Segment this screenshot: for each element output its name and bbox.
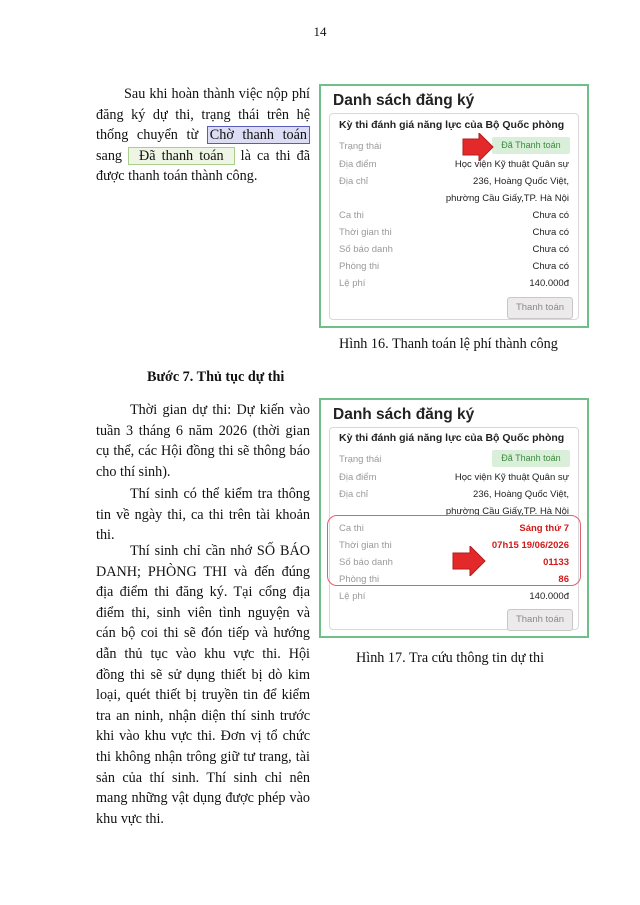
label-status: Trạng thái (339, 454, 382, 465)
value-shift: Sáng thứ 7 (519, 523, 569, 534)
figure16-caption: Hình 16. Thanh toán lệ phí thành công (339, 336, 558, 352)
label-location: Địa điểm (339, 472, 377, 483)
paragraph-exam-time: Thời gian dự thi: Dự kiến vào tuần 3 tháng 6 năm 2026 (thời gian cụ thể, các Hội đồng thi sẽ thông báo cho thí sinh). (96, 402, 310, 480)
para1-after: là ca thi đã được thanh toán thành công. (96, 147, 310, 185)
value-fee: 140.000đ (529, 591, 569, 602)
value-address-line1: 236, Hoàng Quốc Việt, (473, 176, 569, 187)
value-address-line1: 236, Hoàng Quốc Việt, (473, 489, 569, 500)
registration-card-fig16 (319, 84, 589, 328)
value-address-line2: phường Cầu Giấy,TP. Hà Nội (445, 193, 569, 204)
label-shift: Ca thi (339, 210, 364, 221)
para1-middle: sang (96, 147, 129, 164)
label-fee: Lệ phí (339, 278, 366, 289)
status-badge: Đã Thanh toán (492, 137, 570, 154)
value-room: Chưa có (532, 261, 569, 272)
registration-card-fig17 (319, 398, 589, 638)
label-fee: Lệ phí (339, 591, 366, 602)
pay-button[interactable]: Thanh toán (507, 297, 573, 319)
label-room: Phòng thi (339, 261, 380, 272)
card-title: Danh sách đăng ký (333, 406, 475, 423)
card-subtitle: Kỳ thi đánh giá năng lực của Bộ Quốc phòng (339, 432, 565, 444)
paragraph-check-info: Thí sinh có thể kiểm tra thông tin về ngày thi, ca thi trên tài khoản thi. (96, 486, 310, 544)
value-shift: Chưa có (532, 210, 569, 221)
status-paid-highlight: Đã thanh toán (128, 147, 235, 165)
figure17-caption: Hình 17. Tra cứu thông tin dự thi (356, 650, 545, 666)
value-candidate-number: 01133 (543, 557, 569, 568)
value-candidate-number: Chưa có (532, 244, 569, 255)
paragraph-payment-status (96, 84, 310, 187)
status-pending-highlight: Chờ thanh toán (207, 126, 310, 144)
card-title: Danh sách đăng ký (333, 92, 475, 109)
label-candidate-number: Số báo danh (339, 557, 393, 568)
label-location: Địa điểm (339, 159, 377, 170)
pay-button[interactable]: Thanh toán (507, 609, 573, 631)
value-exam-time: 07h15 19/06/2026 (491, 540, 569, 551)
status-badge: Đã Thanh toán (492, 450, 570, 467)
label-exam-time: Thời gian thi (339, 227, 392, 238)
label-address: Địa chỉ (339, 489, 369, 500)
step7-heading: Bước 7. Thủ tục dự thi (147, 369, 285, 385)
card-subtitle: Kỳ thi đánh giá năng lực của Bộ Quốc phòng (339, 119, 565, 131)
value-fee: 140.000đ (529, 278, 569, 289)
paragraph-exam-procedure: Thí sinh chỉ cần nhớ SỐ BÁO DANH; PHÒNG THI và đến đúng địa điểm thi đăng ký. Tại cổng địa điểm thi, sinh viên tình nguyện và cán bộ coi thi sẽ đón tiếp và hướng dẫn thủ tục vào khu vực thi. Hội đồng thi sẽ sử dụng thiết bị dò kim loại, quét thiết bị truyền tin để kiểm tra an ninh, nhận diện thí sinh trước khi vào khu vực thi. Đơn vị tổ chức thi không nhận trông giữ tư trang, tài sản của thí sinh. Thí sinh chỉ nên mang những vật dụng được phép vào khu vực thi. (96, 543, 310, 827)
red-arrow-icon (461, 133, 495, 161)
value-location: Học viện Kỹ thuật Quân sự (454, 159, 569, 170)
para1-before: Sau khi hoàn thành việc nộp phí đăng ký dự thi, trạng thái trên hệ thống chuyển từ (96, 86, 310, 144)
red-arrow-icon (451, 546, 487, 576)
value-exam-time: Chưa có (532, 227, 569, 238)
value-address-line2: phường Cầu Giấy,TP. Hà Nội (445, 506, 569, 517)
label-room: Phòng thi (339, 574, 380, 585)
label-status: Trạng thái (339, 141, 382, 152)
label-shift: Ca thi (339, 523, 364, 534)
label-exam-time: Thời gian thi (339, 540, 392, 551)
page-number: 14 (313, 24, 327, 39)
value-room: 86 (558, 574, 569, 585)
label-address: Địa chỉ (339, 176, 369, 187)
value-location: Học viện Kỹ thuật Quân sự (454, 472, 569, 483)
label-candidate-number: Số báo danh (339, 244, 393, 255)
